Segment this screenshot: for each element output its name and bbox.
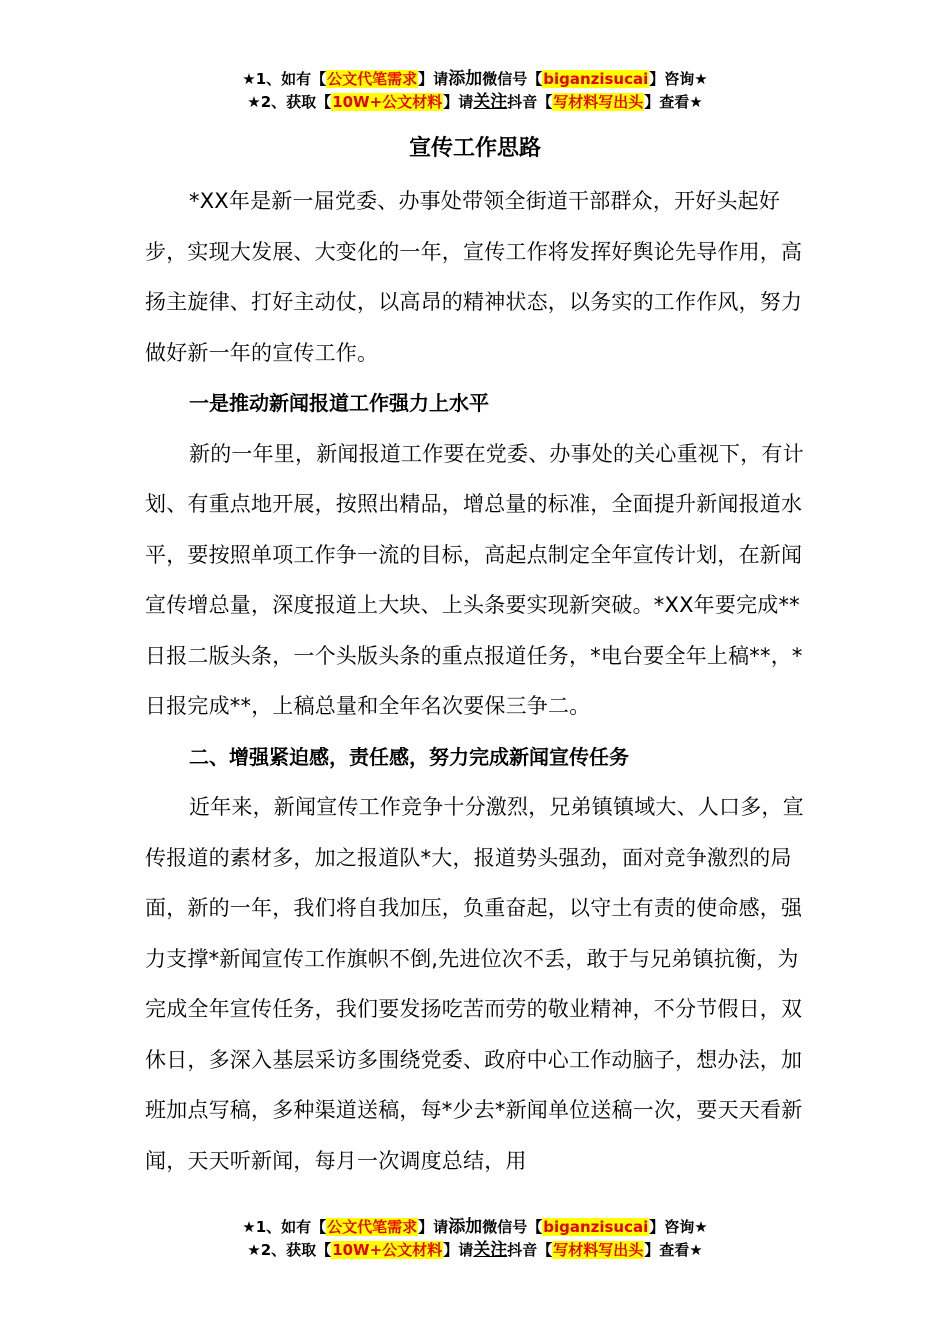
banner-emphasis: 添加 [448,1217,483,1237]
banner-text: 】请 [418,70,449,88]
document-body [145,176,815,1186]
banner-emphasis: 关注 [473,1240,508,1260]
banner-highlight: biganzisucai [543,70,649,88]
banner-text: 】请 [443,93,474,111]
banner-text: 】查看★ [644,93,703,111]
banner-line-1 [0,1216,950,1239]
document-title: 宣传工作思路 [408,136,541,161]
banner-text: 】请 [418,1218,449,1236]
banner-text: 】查看★ [644,1241,703,1259]
banner-highlight: 公文代笔需求 [327,70,418,88]
intro-paragraph: *XX年是新一届党委、办事处带领全街道干部群众，开好头起好步，实现大发展、大变化的一年，宣传工作将发挥好舆论先导作用，高扬主旋律、打好主动仗，以高昂的精神状态，以务实的工作作风，努力做好新一年的宣传工作。 [145,189,803,365]
section-paragraph: 近年来，新闻宣传工作竞争十分激烈，兄弟镇镇域大、人口多，宣传报道的素材多，加之报道队*大，报道势头强劲，面对竞争激烈的局面，新的一年，我们将自我加压，负重奋起，以守土有责的使命感，强力支撑*新闻宣传工作旗帜不倒,先进位次不丢，敢于与兄弟镇抗衡，为完成全年宣传任务，我们要发扬吃苦而劳的敬业精神，不分节假日，双休日，多深入基层采访多围绕党委、政府中心工作动脑子，想办法，加班加点写稿，多种渠道送稿，每*少去*新闻单位送稿一次，要天天看新闻，天天听新闻，每月一次调度总结，用 [145,795,804,1173]
banner-highlight: 10W+公文材料 [332,93,443,111]
banner-highlight: 公文代笔需求 [327,1218,418,1236]
section-heading: 一是推动新闻报道工作强力上水平 [189,391,489,415]
section-paragraph: 新的一年里，新闻报道工作要在党委、办事处的关心重视下，有计划、有重点地开展，按照出精品，增总量的标准，全面提升新闻报道水平，要按照单项工作争一流的目标，高起点制定全年宣传计划，在新闻宣传增总量，深度报道上大块、上头条要实现新突破。*XX年要完成**日报二版头条，一个头版头条的重点报道任务，*电台要全年上稿**，*日报完成**，上稿总量和全年名次要保三争二。 [145,441,804,718]
banner-highlight: 写材料写出头 [553,1241,644,1259]
banner-text: ★2、获取【 [247,93,332,111]
banner-text: 微信号【 [482,1218,543,1236]
banner-highlight: 10W+公文材料 [332,1241,443,1259]
banner-emphasis: 关注 [473,92,508,112]
section-heading: 二、增强紧迫感，责任感，努力完成新闻宣传任务 [189,744,629,769]
banner-text: 抖音【 [507,1241,553,1259]
banner-text: 】咨询★ [649,1218,708,1236]
banner-text: ★1、如有【 [242,1218,327,1236]
bottom-banner [0,1216,950,1262]
banner-text: ★2、获取【 [247,1241,332,1259]
banner-text: 】咨询★ [649,70,708,88]
banner-text: 】请 [443,1241,474,1259]
banner-emphasis: 添加 [448,69,483,89]
banner-text: ★1、如有【 [242,70,327,88]
banner-text: 抖音【 [507,93,553,111]
banner-highlight: 写材料写出头 [553,93,644,111]
banner-text: 微信号【 [482,70,543,88]
banner-highlight: biganzisucai [543,1218,649,1236]
banner-line-2 [0,1239,950,1262]
